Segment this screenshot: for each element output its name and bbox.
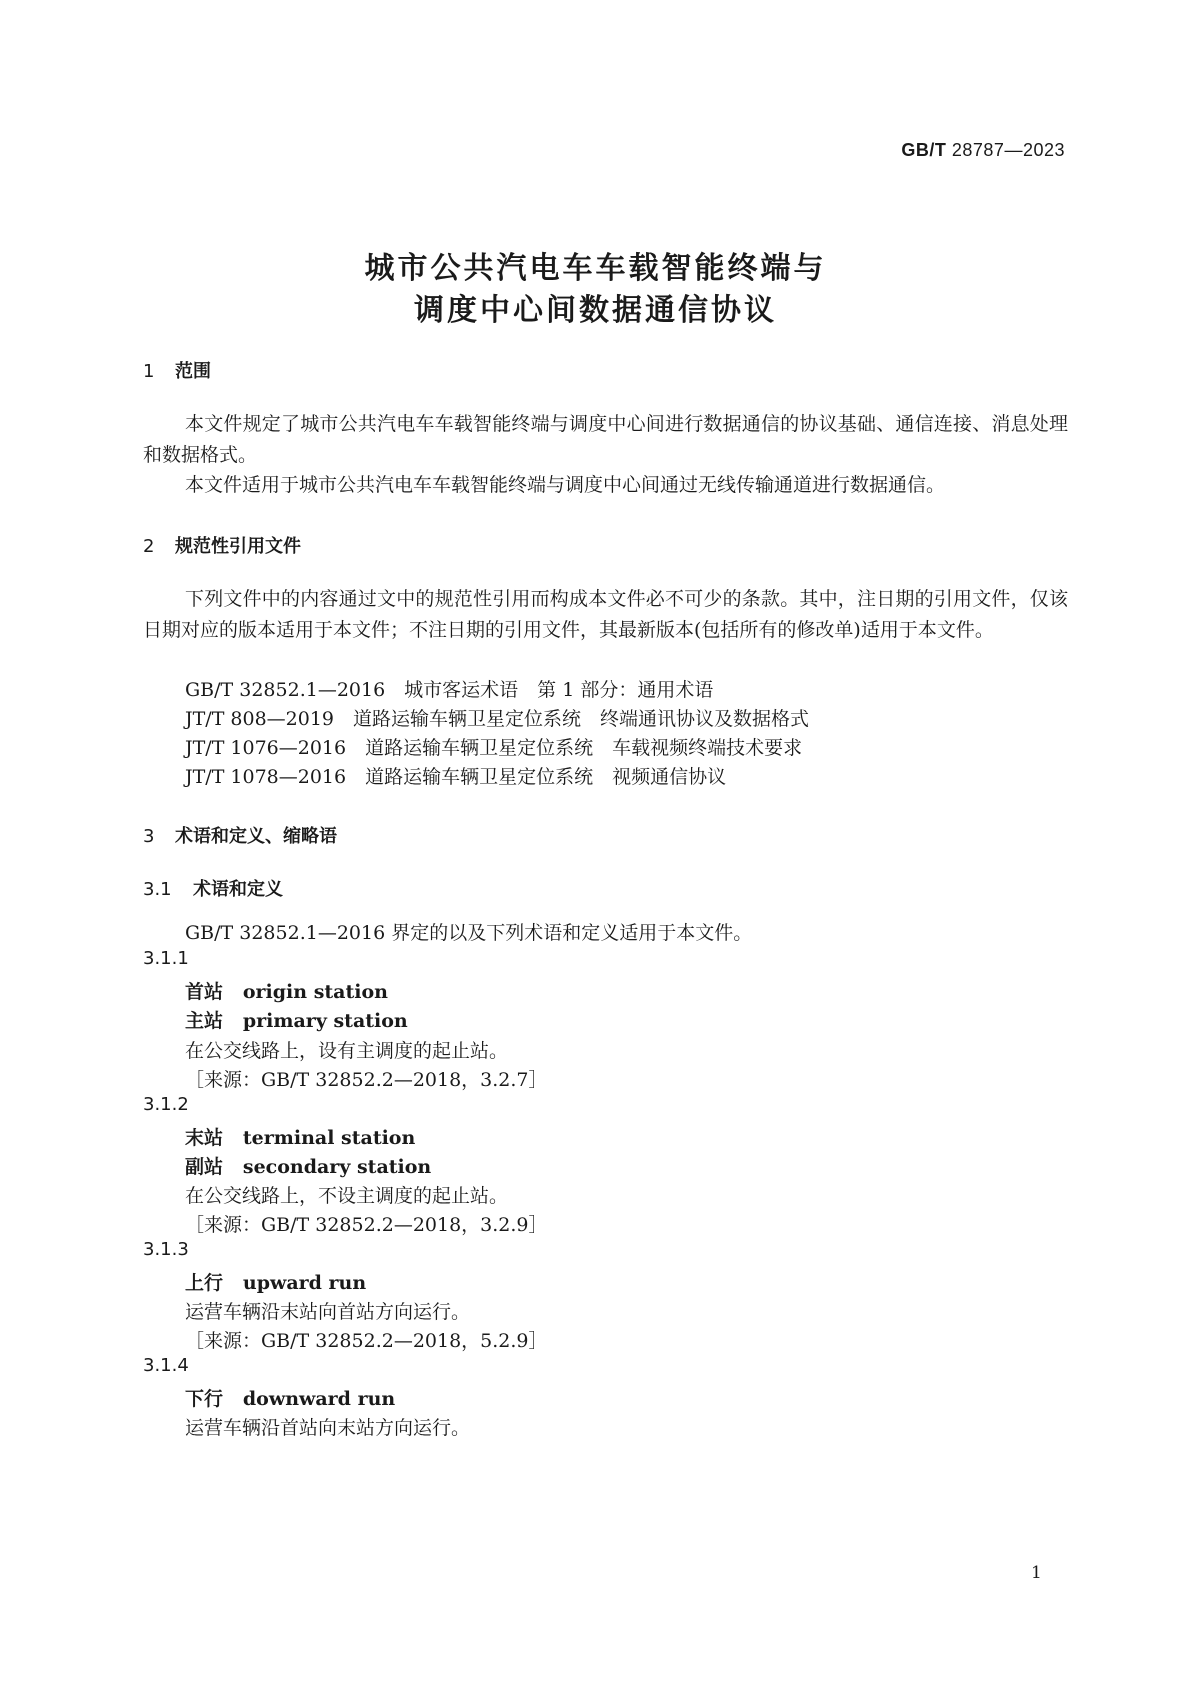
term-source: ［来源：GB/T 32852.2—2018，5.2.9］ [185,1330,548,1352]
term-entry [185,1384,395,1411]
term-entry [185,977,388,1004]
document-title-line1: 城市公共汽电车车载智能终端与 [364,251,827,286]
standard-prefix: GB/T [901,140,947,160]
standard-code: 28787—2023 [951,140,1065,160]
term-zh: 下行 [185,1388,224,1410]
term-number: 3.1.4 [143,1355,189,1376]
term-zh: 上行 [185,1272,224,1294]
term-number: 3.1.3 [143,1239,189,1260]
term-synonym [185,1152,431,1179]
term-synonym [185,1006,408,1033]
standard-number [901,140,1065,161]
page-number: 1 [1031,1563,1042,1583]
reference-item: GB/T 32852.1—2016 城市客运术语 第 1 部分：通用术语 [185,679,714,701]
term-zh: 首站 [185,981,224,1003]
section-3-heading [143,822,337,848]
section-title: 术语和定义、缩略语 [175,826,337,847]
term-definition: 运营车辆沿末站向首站方向运行。 [185,1301,471,1323]
section-1-heading [143,357,211,383]
term-definition: 在公交线路上，设有主调度的起止站。 [185,1040,509,1062]
term-en: terminal station [242,1127,416,1149]
term-number: 3.1.1 [143,948,189,969]
subsection-title: 术语和定义 [193,879,283,900]
section-2-heading [143,532,301,558]
term-en: upward run [242,1272,367,1294]
term-en: downward run [242,1388,396,1410]
section-title: 规范性引用文件 [175,536,301,557]
section-2-paragraph: 下列文件中的内容通过文中的规范性引用而构成本文件必不可少的条款。其中，注日期的引用文件，仅该日期对应的版本适用于本文件；不注日期的引用文件，其最新版本(包括所有的修改单)适用于本文件。 [143,588,1068,641]
section-number: 3 [143,826,155,847]
section-1-paragraph-1: 本文件规定了城市公共汽电车车载智能终端与调度中心间进行数据通信的协议基础、通信连接、消息处理和数据格式。 [143,413,1068,466]
reference-item: JT/T 1078—2016 道路运输车辆卫星定位系统 视频通信协议 [185,766,727,788]
term-source: ［来源：GB/T 32852.2—2018，3.2.9］ [185,1214,548,1236]
term-en: origin station [242,981,388,1003]
term-definition: 在公交线路上，不设主调度的起止站。 [185,1185,509,1207]
term-entry [185,1268,366,1295]
term-number: 3.1.2 [143,1094,189,1115]
term-en: secondary station [242,1156,432,1178]
section-title: 范围 [175,361,211,382]
term-zh: 末站 [185,1127,224,1149]
section-number: 2 [143,536,155,557]
reference-item: JT/T 808—2019 道路运输车辆卫星定位系统 终端通讯协议及数据格式 [185,708,810,730]
term-source: ［来源：GB/T 32852.2—2018，3.2.7］ [185,1069,548,1091]
section-number: 1 [143,361,155,382]
term-entry [185,1123,415,1150]
term-zh: 主站 [185,1010,224,1032]
reference-item: JT/T 1076—2016 道路运输车辆卫星定位系统 车载视频终端技术要求 [185,737,803,759]
term-en: primary station [242,1010,408,1032]
subsection-3-1-heading [143,875,283,901]
section-1-paragraph-2: 本文件适用于城市公共汽电车车载智能终端与调度中心间通过无线传输通道进行数据通信。 [185,474,946,496]
term-definition: 运营车辆沿首站向末站方向运行。 [185,1417,471,1439]
subsection-number: 3.1 [143,879,172,900]
term-zh: 副站 [185,1156,224,1178]
document-title-line2: 调度中心间数据通信协议 [414,293,777,328]
terms-intro: GB/T 32852.1—2016 界定的以及下列术语和定义适用于本文件。 [185,922,753,944]
